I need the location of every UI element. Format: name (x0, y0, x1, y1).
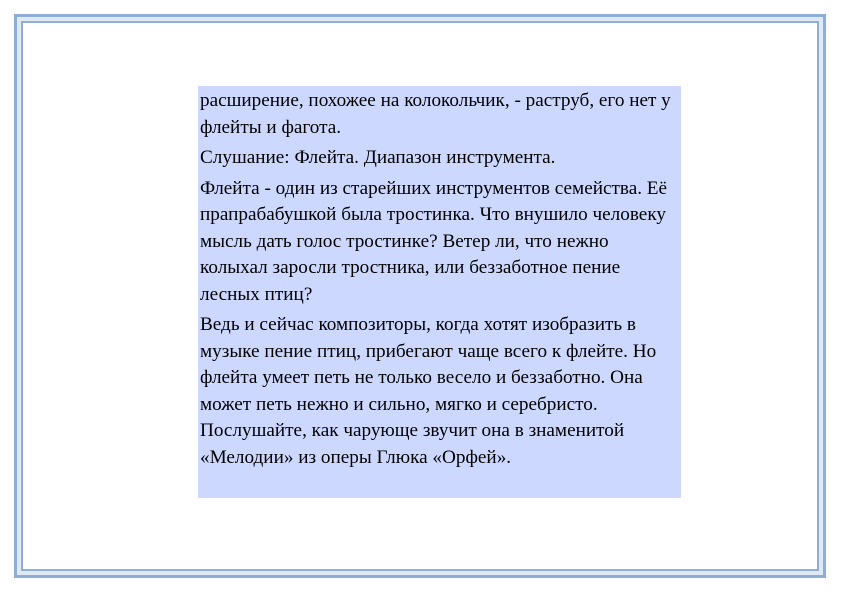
text-box (198, 86, 681, 498)
paragraph-listening: Слушание: Флейта. Диапазон инструмента. (200, 147, 556, 168)
paragraph-bell-description: расширение, похожее на колокольчик, - раструб, его нет у флейты и фагота. (200, 90, 671, 138)
paragraph-flute-composers: Ведь и сейчас композиторы, когда хотят изобразить в музыке пение птиц, прибегают чаще всего к флейте. Но флейта умеет петь не только весело и беззаботно. Она может петь нежно и сильно, мягко и серебристо. Послушайте, как чарующе звучит она в знаменитой «Мелодии» из оперы Глюка «Орфей». (200, 314, 657, 468)
paragraph-flute-history: Флейта - один из старейших инструментов семейства. Её прапрабабушкой была тростинка. Что внушило человеку мысль дать голос тростинке? Ветер ли, что нежно колыхал заросли тростника, или беззаботное пение лесных птиц? (200, 177, 668, 305)
